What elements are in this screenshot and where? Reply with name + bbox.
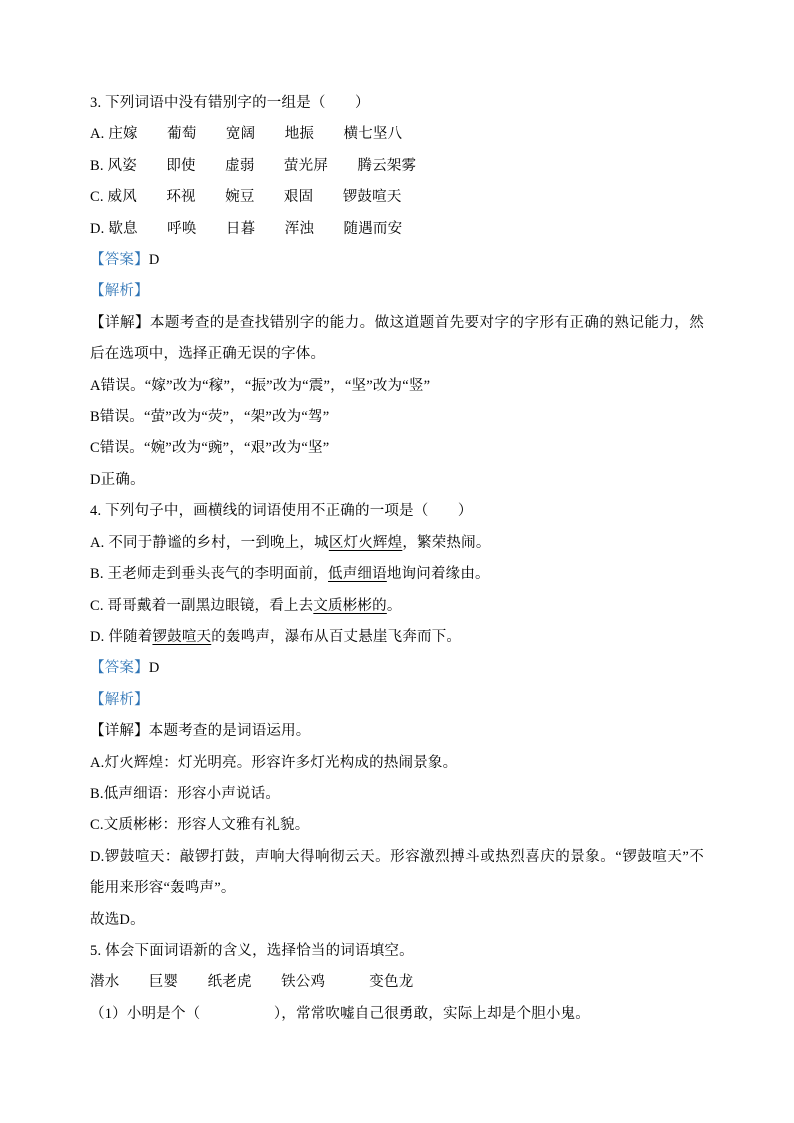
q4-analysis-label: 【解析】 [90, 691, 149, 708]
q3-option-b: B. 风姿 即使 虚弱 萤光屏 腾云架雾 [90, 157, 417, 174]
q3-correction-c: C错误。“婉”改为“豌”，“艰”改为“坚” [90, 440, 330, 457]
q4-gloss-b: B.低声细语：形容小声说话。 [90, 785, 281, 802]
q3-answer-line [90, 245, 704, 276]
underlined-phrase: 文质彬彬的 [313, 597, 387, 614]
q4-option-c [90, 591, 704, 622]
text-segment: ，繁荣热闹。 [402, 534, 491, 551]
q4-gloss-d: D.锣鼓喧天：敲锣打鼓，声响大得响彻云天。形容激烈搏斗或热烈喜庆的景象。“锣鼓喧天”不能用来形容“轰鸣声”。 [90, 848, 704, 897]
q4-option-a [90, 528, 704, 559]
underlined-phrase: 低声细语 [328, 566, 387, 583]
question-3-title: 3. 下列词语中没有错别字的一组是（ ） [90, 95, 370, 111]
q4-conclusion: 故选D。 [90, 911, 145, 928]
q3-option-a: A. 庄嫁 葡萄 宽阔 地振 横七坚八 [90, 126, 403, 143]
text-segment: 。 [386, 597, 402, 614]
q3-analysis-label: 【解析】 [90, 283, 149, 300]
q3-correction-b: B错误。“萤”改为“荧”，“架”改为“驾” [90, 409, 330, 426]
q3-option-d: D. 歇息 呼唤 日暮 浑浊 随遇而安 [90, 220, 403, 237]
underlined-phrase: 区灯火辉煌 [328, 534, 403, 551]
q4-gloss-c: C.文质彬彬：形容人文雅有礼貌。 [90, 817, 310, 834]
text-segment: D. 伴随着 [90, 628, 153, 645]
q4-answer-line [90, 653, 704, 684]
q3-correction-a: A错误。“嫁”改为“稼”，“振”改为“震”，“坚”改为“竖” [90, 377, 431, 394]
text-segment: A. 不同于静谧的乡村，一到晚上，城 [90, 534, 329, 551]
q4-answer-label: 【答案】 [90, 660, 149, 677]
q4-gloss-a: A.灯火辉煌：灯光明亮。形容许多灯光构成的热闹景象。 [90, 754, 458, 771]
q4-option-d [90, 622, 704, 653]
q5-item-1: （1）小明是个（ ），常常吹嘘自己很勇敢，实际上却是个胆小鬼。 [90, 1005, 590, 1022]
q3-detail: 【详解】本题考查的是查找错别字的能力。做这道题首先要对字的字形有正确的熟记能力，然后在选项中，选择正确无误的字体。 [90, 314, 704, 363]
text-segment: 的轰鸣声，瀑布从百丈悬崖飞奔而下。 [211, 628, 462, 645]
text-segment: B. 王老师走到垂头丧气的李明面前， [90, 566, 329, 583]
q3-answer-value: D [148, 252, 160, 269]
q4-detail: 【详解】本题考查的是词语运用。 [90, 723, 311, 740]
q3-answer-label: 【答案】 [90, 252, 149, 269]
question-5-title: 5. 体会下面词语新的含义，选择恰当的词语填空。 [90, 942, 414, 959]
q4-option-b [90, 559, 704, 590]
question-4-title: 4. 下列句子中，画横线的词语使用不正确的一项是（ ） [90, 503, 473, 520]
q3-correction-d: D正确。 [90, 471, 145, 488]
q5-word-bank: 潜水 巨婴 纸老虎 铁公鸡 变色龙 [90, 974, 414, 991]
text-segment: C. 哥哥戴着一副黑边眼镜，看上去 [90, 597, 314, 614]
q4-answer-value: D [148, 660, 160, 677]
q3-option-c: C. 威风 环视 婉豆 艰固 锣鼓喧天 [90, 189, 402, 206]
underlined-phrase: 锣鼓喧天 [152, 628, 212, 645]
text-segment: 地询问着缘由。 [386, 566, 490, 583]
